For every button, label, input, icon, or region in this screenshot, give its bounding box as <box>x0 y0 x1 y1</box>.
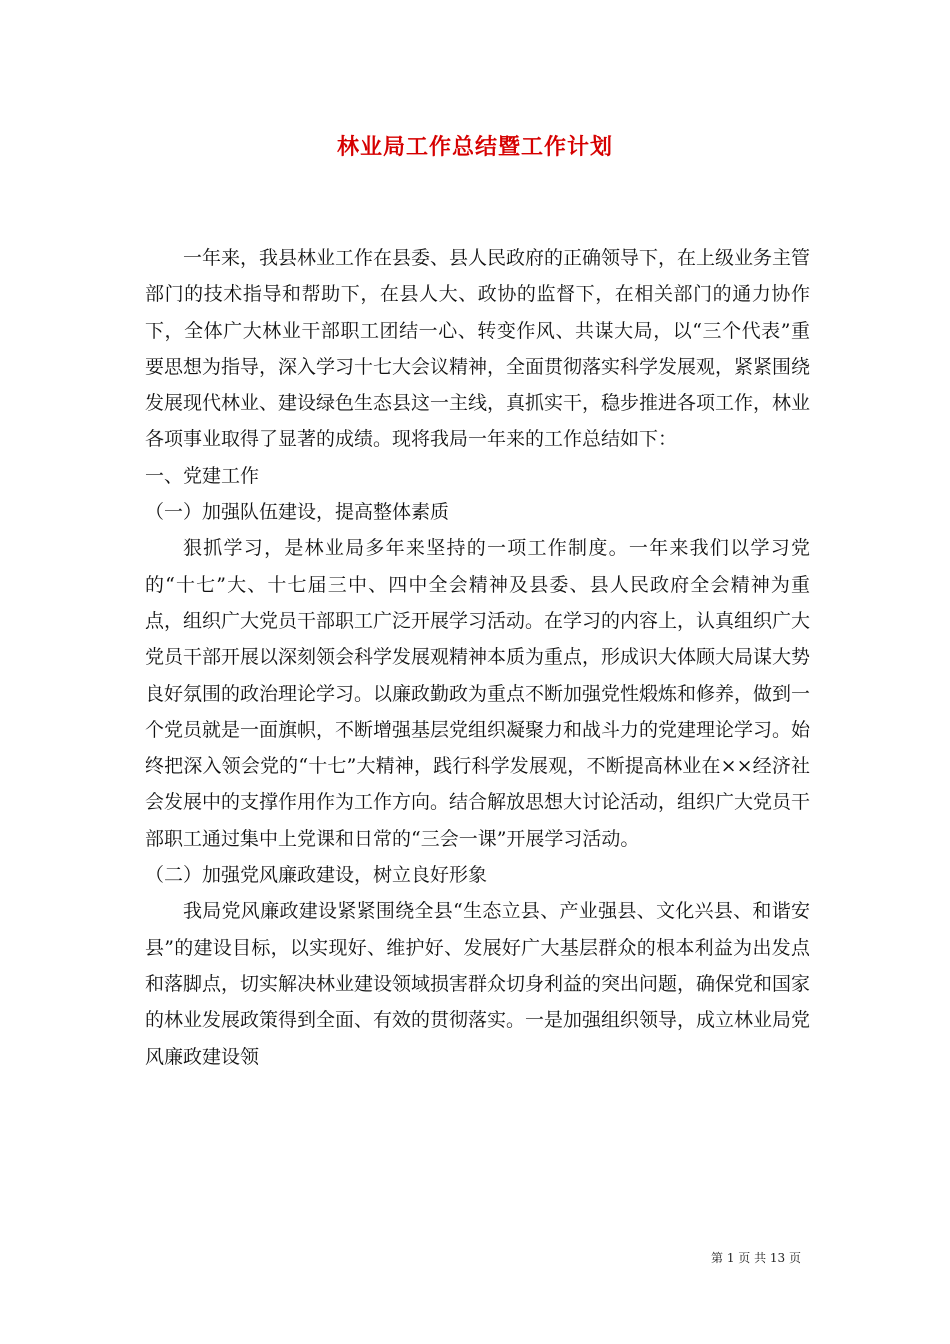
page-number: 第 1 页 共 13 页 <box>711 1251 801 1265</box>
paragraph-intro: 一年来，我县林业工作在县委、县人民政府的正确领导下，在上级业务主管部门的技术指导和帮助下，在县人大、政协的监督下，在相关部门的通力协作下，全体广大林业干部职工团结一心、转变作风、共谋大局，以“三个代表”重要思想为指导，深入学习十七大会议精神，全面贯彻落实科学发展观，紧紧围绕发展现代林业、建设绿色生态县这一主线，真抓实干，稳步推进各项工作，林业各项事业取得了显著的成绩。现将我局一年来的工作总结如下： <box>145 247 811 451</box>
section-heading-party-building: 一、党建工作 <box>145 464 260 487</box>
subsection-heading-clean-government: （二）加强党风廉政建设，树立良好形象 <box>145 864 488 887</box>
document-title: 林业局工作总结暨工作计划 <box>336 134 613 160</box>
subsection-heading-team-building: （一）加强队伍建设，提高整体素质 <box>145 501 450 524</box>
paragraph-clean-government: 我局党风廉政建设紧紧围绕全县“生态立县、产业强县、文化兴县、和谐安县”的建设目标，以实现好、维护好、发展好广大基层群众的根本利益为出发点和落脚点，切实解决林业建设领域损害群众切身利益的突出问题，确保党和国家的林业发展政策得到全面、有效的贯彻落实。一是加强组织领导，成立林业局党风廉政建设领 <box>145 900 811 1068</box>
document-body <box>145 240 810 1075</box>
paragraph-study: 狠抓学习，是林业局多年来坚持的一项工作制度。一年来我们以学习党的“十七”大、十七届三中、四中全会精神及县委、县人民政府全会精神为重点，组织广大党员干部职工广泛开展学习活动。在学习的内容上，认真组织广大党员干部开展以深刻领会科学发展观精神本质为重点，形成识大体顾大局谋大势良好氛围的政治理论学习。以廉政勤政为重点不断加强党性煅炼和修养，做到一个党员就是一面旗帜，不断增强基层党组织凝聚力和战斗力的党建理论学习。始终把深入领会党的“十七”大精神，践行科学发展观，不断提高林业在××经济社会发展中的支撑作用作为工作方向。结合解放思想大讨论活动，组织广大党员干部职工通过集中上党课和日常的“三会一课”开展学习活动。 <box>145 537 811 850</box>
